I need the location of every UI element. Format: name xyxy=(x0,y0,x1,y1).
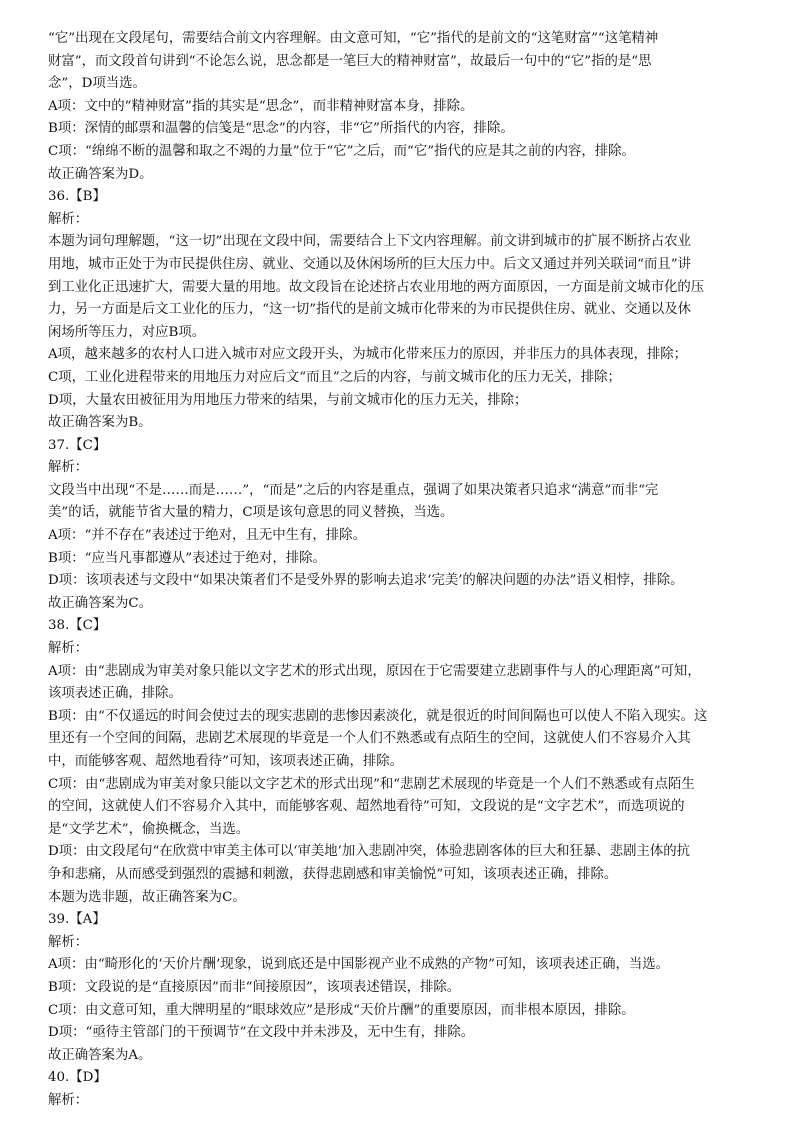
text-line: 到工业化正迅速扩大，需要大量的用地。故文段旨在论述挤占农业用地的两方面原因，一方面是前文城市化的压 xyxy=(48,279,705,295)
text-line: 故正确答案为B。 xyxy=(48,415,152,431)
text-line: A项：“并不存在”表述过于绝对，且无中生有，排除。 xyxy=(48,528,366,544)
text-line: A项：由“悲剧成为审美对象只能以文字艺术的形式出现，原因在于它需要建立悲剧事件与人的心理距离”可知， xyxy=(48,663,701,679)
text-line: B项：文段说的是“直接原因”而非“间接原因”，该项表述错误，排除。 xyxy=(48,979,461,995)
text-line: 该项表述正确，排除。 xyxy=(48,686,182,702)
text-line: A项，越来越多的农村人口进入城市对应文段开头，为城市化带来压力的原因，并非压力的具体表现，排除； xyxy=(48,347,688,363)
text-line: 解析： xyxy=(48,1092,89,1108)
text-line: D项：由文段尾句“在欣赏中审美主体可以‘审美地’加入悲剧冲突，体验悲剧客体的巨大和狂暴、悲剧主体的抗 xyxy=(48,844,691,860)
text-line: 是“文学艺术”，偷换概念，当选。 xyxy=(48,821,250,837)
text-line: C项：“绵绵不断的温馨和取之不竭的力量”位于“它”之后，而“它”指代的应是其之前的内容，排除。 xyxy=(48,143,635,159)
text-line: 36.【B】 xyxy=(48,189,106,205)
text-line: 里还有一个空间的间隔，悲剧艺术展现的毕竟是一个人们不熟悉或有点陌生的空间，这就使人们不容易介入其 xyxy=(48,731,691,747)
text-line: 的空间，这就使人们不容易介入其中，而能够客观、超然地看待”可知，文段说的是“文字艺术”，而选项说的 xyxy=(48,799,685,815)
text-line: C项，工业化进程带来的用地压力对应后文“而且”之后的内容，与前文城市化的压力无关，排除； xyxy=(48,369,621,385)
text-line: 本题为选非题，故正确答案为C。 xyxy=(48,889,246,905)
text-line: D项：“亟待主管部门的干预调节”在文段中并未涉及，无中生有，排除。 xyxy=(48,1025,475,1041)
text-line: 美”的话，就能节省大量的精力，C项是该句意思的同义替换，当选。 xyxy=(48,505,454,521)
text-line: 本题为词句理解题，“这一切”出现在文段中间，需要结合上下文内容理解。前文讲到城市的扩展不断挤占农业 xyxy=(48,234,692,250)
text-line: 用地，城市正处于为市民提供住房、就业、交通以及休闲场所的巨大压力中。后文又通过并列关联词“而且”讲 xyxy=(48,256,692,272)
text-line: 解析： xyxy=(48,934,89,950)
text-line: 力，另一方面是后文工业化的压力，“这一切”指代的是前文城市化带来的为市民提供住房、就业、交通以及休 xyxy=(48,302,692,318)
text-line: D项，大量农田被征用为用地压力带来的结果，与前文城市化的压力无关，排除； xyxy=(48,392,528,408)
text-line: 文段当中出现“不是……而是……”，“而是”之后的内容是重点，强调了如果决策者只追求“满意”而非“完 xyxy=(48,482,659,498)
text-line: “它”出现在文段尾句，需要结合前文内容理解。由文意可知，“它”指代的是前文的“这笔财富”“这笔精神 xyxy=(48,31,659,46)
text-line: 解析： xyxy=(48,460,89,476)
text-line: 中，而能够客观、超然地看待”可知，该项表述正确，排除。 xyxy=(48,754,403,769)
text-line: 40.【D】 xyxy=(48,1070,107,1086)
text-line: B项：由“不仅遥远的时间会使过去的现实悲剧的悲惨因素淡化，就是很近的时间间隔也可以使人不陷入现实。这 xyxy=(48,708,708,724)
text-line: A项：由“畸形化的‘天价片酬’现象，说到底还是中国影视产业不成熟的产物”可知，该项表述正确，当选。 xyxy=(48,957,670,973)
text-line: 37.【C】 xyxy=(48,437,107,453)
text-line: 故正确答案为D。 xyxy=(48,166,153,182)
text-line: C项：由“悲剧成为审美对象只能以文字艺术的形式出现”和“悲剧艺术展现的毕竟是一个人们不熟悉或有点陌生 xyxy=(48,776,695,792)
text-line: 财富”，而文段首句讲到“不论怎么说，思念都是一笔巨大的精神财富”，故最后一句中的“它”指的是“思 xyxy=(48,53,652,69)
text-line: 38.【C】 xyxy=(48,618,107,634)
text-line: 解析： xyxy=(48,211,89,227)
text-line: B项：深情的邮票和温馨的信笺是“思念”的内容，非“它”所指代的内容，排除。 xyxy=(48,121,514,137)
text-line: C项：由文意可知，重大牌明星的“眼球效应”是形成“天价片酬”的重要原因，而非根本原因，排除。 xyxy=(48,1002,635,1018)
text-line: B项：“应当凡事都遵从”表述过于绝对，排除。 xyxy=(48,550,326,566)
text-line: A项：文中的“精神财富”指的其实是“思念”，而非精神财富本身，排除。 xyxy=(48,98,474,114)
text-line: D项：该项表述与文段中“如果决策者们不是受外界的影响去追求‘完美’的解决问题的办法”语义相悖，排除。 xyxy=(48,573,684,589)
text-line: 念”，D项当选。 xyxy=(48,76,146,92)
text-line: 故正确答案为C。 xyxy=(48,595,152,611)
text-line: 解析： xyxy=(48,641,89,657)
text-line: 故正确答案为A。 xyxy=(48,1047,152,1063)
text-line: 闲场所等压力，对应B项。 xyxy=(48,324,206,340)
text-line: 39.【A】 xyxy=(48,912,106,928)
text-line: 争和悲痛，从而感受到强烈的震撼和刺激，获得悲剧感和审美愉悦”可知，该项表述正确，排除。 xyxy=(48,866,618,882)
